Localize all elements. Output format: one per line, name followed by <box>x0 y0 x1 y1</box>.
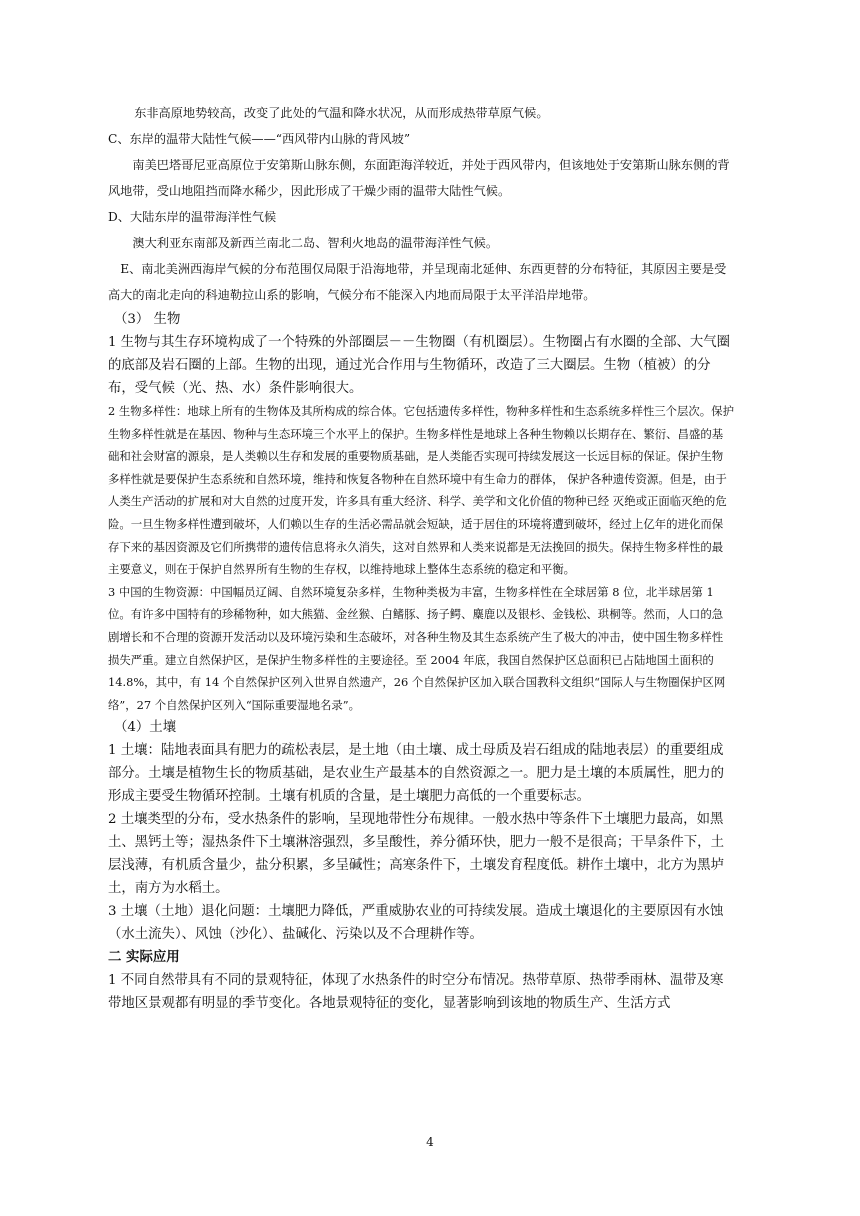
paragraph-australia: 澳大利亚东南部及新西兰南北二岛、智利火地岛的温带海洋性气候。 <box>132 236 499 250</box>
page-number: 4 <box>426 1135 434 1149</box>
paragraph-china-bio-resources: 3 中国的生物资源：中国幅员辽阔、自然环境复杂多样，生物种类极为丰富，生物多样性在全球居第 8 位，北半球居第 1 位。有许多中国特有的珍稀物种，如大熊猫、金丝猴、白鳍豚、扬子鳄、麋鹿以及银杉、金钱松、珙桐等。然而，人口的急剧增长和不合理的资源开发活动以及环境污染和生态破坏，对各种生物及其生态系统产生了极大的冲击，使中国生物多样性损失严重。建立自然保护区，是保护生物多样性的主要途径。至 2004 年底，我国自然保护区总面积已占陆地国土面积的 14.8%，其中，有 14 个自然保护区列入世界自然遗产，26 个自然保护区加入联合国教科文组织“国际人与生物圈保护区网络”，27 个自然保护区列入“国际重要湿地名录”。 <box>108 584 726 712</box>
heading-d: D、大陆东岸的温带海洋性气候 <box>108 210 277 224</box>
paragraph-east-africa: 东非高原地势较高，改变了此处的气温和降水状况，从而形成热带草原气候。 <box>134 106 549 120</box>
paragraph-e: E、南北美洲西海岸气候的分布范围仅局限于沿海地带，并呈现南北延伸、东西更替的分布特征，其原因主要是受高大的南北走向的科迪勒拉山系的影响，气候分布不能深入内地而局限于太平洋沿岸地带。 <box>108 262 727 302</box>
section-heading-soil: （4）土壤 <box>114 720 177 736</box>
paragraph-soil-degradation: 3 土壤（土地）退化问题：土壤肥力降低，严重威胁农业的可持续发展。造成土壤退化的主要原因有水蚀（水土流失）、风蚀（沙化）、盐碱化、污染以及不合理耕作等。 <box>108 904 724 943</box>
section-heading-application: 二 实际应用 <box>108 949 180 966</box>
paragraph-soil-definition: 1 土壤：陆地表面具有肥力的疏松表层，是土地（由土壤、成土母质及岩石组成的陆地表层）的重要组成部分。土壤是植物生长的物质基础，是农业生产最基本的自然资源之一。肥力是土壤的本质属性，肥力的形成主要受生物循环控制。土壤有机质的含量，是土壤肥力高低的一个重要标志。 <box>108 743 724 805</box>
section-heading-biology: （3） 生物 <box>114 312 181 327</box>
paragraph-landscape: 1 不同自然带具有不同的景观特征，体现了水热条件的时空分布情况。热带草原、热带季雨林、温带及寒带地区景观都有明显的季节变化。各地景观特征的变化，显著影响到该地的物质生产、生活方式 <box>108 973 724 1012</box>
paragraph-patagonia: 南美巴塔哥尼亚高原位于安第斯山脉东侧，东面距海洋较近，并处于西风带内，但该地处于安第斯山脉东侧的背风地带，受山地阻挡而降水稀少，因此形成了干燥少雨的温带大陆性气候。 <box>108 158 730 198</box>
paragraph-soil-distribution: 2 土壤类型的分布，受水热条件的影响，呈现地带性分布规律。一般水热中等条件下土壤肥力最高，如黑土、黑钙土等；湿热条件下土壤淋溶强烈，多呈酸性，养分循环快，肥力一般不是很高；干旱条件下，土层浅薄，有机质含量少，盐分积累，多呈碱性；高寒条件下，土壤发育程度低。耕作土壤中，北方为黑垆土，南方为水稻土。 <box>108 812 724 897</box>
paragraph-biosphere: 1 生物与其生存环境构成了一个特殊的外部圈层－－生物圈（有机圈层）。生物圈占有水圈的全部、大气圈的底部及岩石圈的上部。生物的出现，通过光合作用与生物循环，改造了三大圈层。生物（植被）的分布，受气候（光、热、水）条件影响很大。 <box>108 335 731 396</box>
paragraph-biodiversity: 2 生物多样性：地球上所有的生物体及其所构成的综合体。它包括遗传多样性，物种多样性和生态系统多样性三个层次。保护生物多样性就是在基因、物种与生态环境三个水平上的保护。生物多样性是地球上各种生物赖以长期存在、繁衍、昌盛的基础和社会财富的源泉，是人类赖以生存和发展的重要物质基础，是人类能否实现可持续发展这一长远目标的保证。保护生物 多样性就是要保护生态系统和自然环境，维持和恢复各物种在自然环境中有生命力的群体， 保护各种遗传资源。但是，由于人类生产活动的扩展和对大自然的过度开发，许多具有重大经济、科学、美学和文化价值的物种已经 灭绝或正面临灭绝的危险。一旦生物多样性遭到破坏，人们赖以生存的生活必需品就会短缺，适于居住的环境将遭到破坏，经过上亿年的进化而保存下来的基因资源及它们所携带的遗传信息将永久消失，这对自然界和人类来说都是无法挽回的损失。保持生物多样性的最主要意义，则在于保护自然界所有生物的生存权，以维持地球上整体生态系统的稳定和平衡。 <box>108 404 734 577</box>
heading-c: C、东岸的温带大陆性气候——“西风带内山脉的背风坡” <box>108 132 411 146</box>
page-content <box>108 100 738 1015</box>
